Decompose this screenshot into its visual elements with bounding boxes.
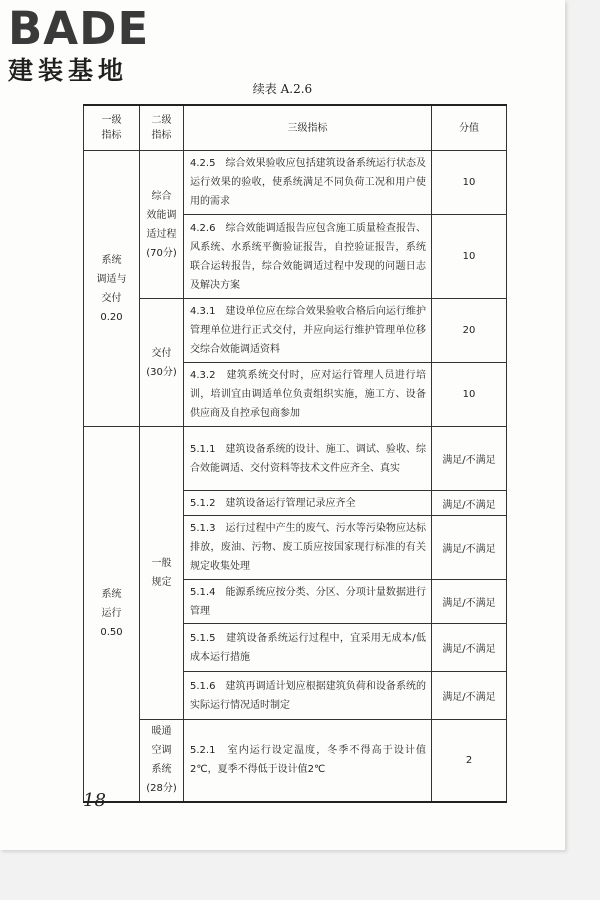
watermark-logo [8,4,149,86]
level2-cell: 暖通 空调 系统 (28分) [140,720,184,802]
indicator-text: 4.3.2 建筑系统交付时，应对运行管理人员进行培训，培训宜由调适单位负责组织实施，施工方、设备供应商及自控承包商参加 [184,363,432,427]
score-cell: 满足/不满足 [432,624,507,672]
header-score: 分值 [432,105,507,151]
score-cell: 满足/不满足 [432,491,507,516]
header-level2: 二级 指标 [140,105,184,151]
score-cell: 20 [432,299,507,363]
header-level1: 一级 指标 [84,105,140,151]
score-cell: 满足/不满足 [432,580,507,624]
indicator-text: 5.2.1 室内运行设定温度，冬季不得高于设计值2℃，夏季不得低于设计值2℃ [184,720,432,802]
score-cell: 10 [432,215,507,299]
indicator-text: 4.2.5 综合效果验收应包括建筑设备系统运行状态及运行效果的验收，使系统满足不同负荷工况和用户使用的需求 [184,151,432,215]
table-row [84,151,507,215]
level1-cell: 系统 运行 0.50 [84,427,140,802]
table-header-row [84,105,507,151]
indicator-text: 5.1.1 建筑设备系统的设计、施工、调试、验收、综合效能调适、交付资料等技术文件应齐全、真实 [184,427,432,491]
header-level3: 三级指标 [184,105,432,151]
level2-cell: 一般 规定 [140,427,184,720]
indicator-table [83,104,507,803]
score-cell: 满足/不满足 [432,427,507,491]
level1-cell: 系统 调适与 交付 0.20 [84,151,140,427]
score-cell: 10 [432,151,507,215]
table-row [84,427,507,491]
indicator-text: 5.1.4 能源系统应按分类、分区、分项计量数据进行管理 [184,580,432,624]
score-cell: 满足/不满足 [432,516,507,580]
indicator-text: 4.3.1 建设单位应在综合效果验收合格后向运行维护管理单位进行正式交付，并应向运行维护管理单位移交综合效能调适资料 [184,299,432,363]
indicator-text: 4.2.6 综合效能调适报告应包含施工质量检查报告、风系统、水系统平衡验证报告，自控验证报告，系统联合运转报告，综合效能调适过程中发现的问题日志及解决方案 [184,215,432,299]
page-number: 18 [83,790,106,811]
table-row [84,720,507,802]
score-cell: 满足/不满足 [432,672,507,720]
indicator-text: 5.1.3 运行过程中产生的废气、污水等污染物应达标排放，废油、污物、废工质应按国家现行标准的有关规定收集处理 [184,516,432,580]
level2-cell: 交付 (30分) [140,299,184,427]
level2-cell: 综合 效能调 适过程 (70分) [140,151,184,299]
score-cell: 2 [432,720,507,802]
table-title: 续表 A.2.6 [252,82,313,96]
logo-subtitle: 建装基地 [8,56,129,85]
logo-word: BADE [8,2,150,55]
indicator-text: 5.1.5 建筑设备系统运行过程中，宜采用无成本/低成本运行措施 [184,624,432,672]
score-cell: 10 [432,363,507,427]
indicator-text: 5.1.6 建筑再调适计划应根据建筑负荷和设备系统的实际运行情况适时制定 [184,672,432,720]
table-row [84,299,507,363]
indicator-text: 5.1.2 建筑设备运行管理记录应齐全 [184,491,432,516]
